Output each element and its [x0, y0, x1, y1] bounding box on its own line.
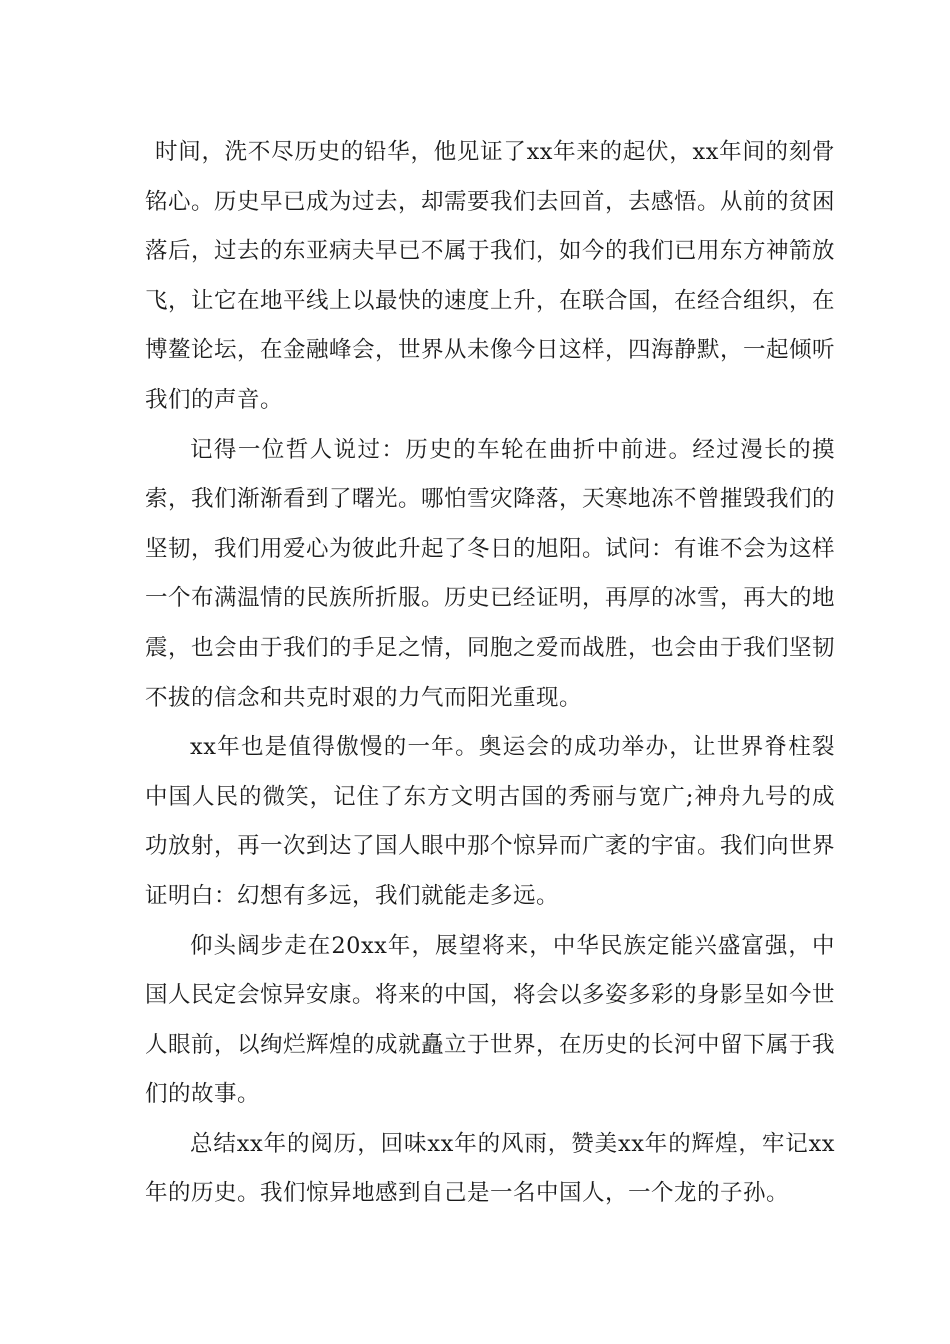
paragraph-3: xx年也是值得傲慢的一年。奥运会的成功举办，让世界脊柱裂中国人民的微笑，记住了东方文明古国的秀丽与宽广;神舟九号的成功放射，再一次到达了国人眼中那个惊异而广袤的宇宙。我们向世界证明白：幻想有多远，我们就能走多远。	[145, 734, 836, 909]
paragraph-4: 仰头阔步走在20xx年，展望将来，中华民族定能兴盛富强，中国人民定会惊异安康。将来的中国，将会以多姿多彩的身影呈如今世人眼前，以绚烂辉煌的成就矗立于世界，在历史的长河中留下属于我们的故事。	[145, 932, 836, 1108]
paragraph-5: 总结xx年的阅历，回味xx年的风雨，赞美xx年的辉煌，牢记xx年的历史。我们惊异地感到自己是一名中国人，一个龙的子孙。	[145, 1130, 835, 1207]
document-body	[145, 128, 835, 1219]
paragraph-1: 时间，洗不尽历史的铅华，他见证了xx年来的起伏，xx年间的刻骨铭心。历史早已成为过去，却需要我们去回首，去感悟。从前的贫困落后，过去的东亚病夫早已不属于我们，如今的我们已用东方神箭放飞，让它在地平线上以最快的速度上升，在联合国，在经合组织，在博鳌论坛，在金融峰会，世界从未像今日这样，四海静默，一起倾听我们的声音。	[145, 139, 836, 413]
paragraph-2: 记得一位哲人说过：历史的车轮在曲折中前进。经过漫长的摸索，我们渐渐看到了曙光。哪怕雪灾降落，天寒地冻不曾摧毁我们的坚韧，我们用爱心为彼此升起了冬日的旭阳。试问：有谁不会为这样一个布满温情的民族所折服。历史已经证明，再厚的冰雪，再大的地震，也会由于我们的手足之情，同胞之爱而战胜，也会由于我们坚韧不拔的信念和共克时艰的力气而阳光重现。	[145, 436, 836, 711]
